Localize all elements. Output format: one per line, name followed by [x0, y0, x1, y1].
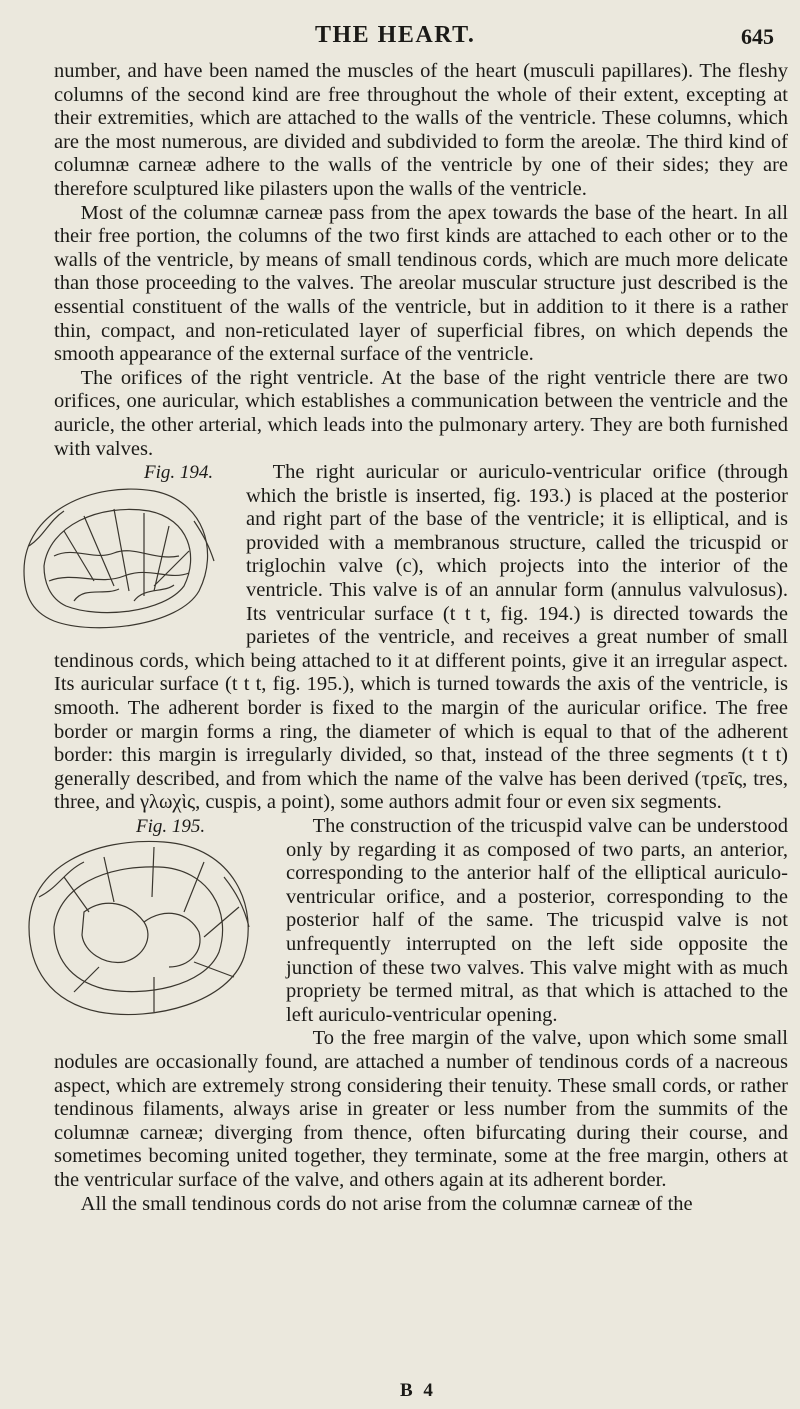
- signature-mark: B 4: [400, 1380, 436, 1401]
- body-text: [54, 60, 788, 1216]
- paragraph: To the free margin of the valve, upon which some small nodules are occasionally found, are attached a number of tendinous cords of a nacreous aspect, which are extremely strong considering their tenuity. These small cords, or rather tendinous filaments, always arise in greater or less number from the summits of the columnæ carneæ; diverging from thence, often bifurcating during their course, and sometimes becoming united together, they terminate, some at the free margin, others at the ventricular surface of the valve, and others again at its adherent border.: [54, 1027, 788, 1191]
- paragraph: number, and have been named the muscles of the heart (musculi papillares). The fleshy columns of the second kind are free throughout the whole of their extent, excepting at their extremities, which are attached to the walls of the ventricle. These columns, which are the most numerous, are divided and subdivided to form the areolæ. The third kind of columnæ carneæ adhere to the walls of the ventricle by one of their sides; they are therefore sculptured like pilasters upon the walls of the ventricle.: [54, 60, 788, 200]
- running-head: [0, 18, 800, 58]
- figure-caption: Fig. 195.: [136, 816, 206, 837]
- paragraph: Most of the columnæ carneæ pass from the apex towards the base of the heart. In all their free portion, the columns of the two first kinds are attached to each other or to the walls of the ventricle, by means of small tendinous cords, which are much more delicate than those proceeding to the valves. The areolar muscular structure just described is the essential constituent of the walls of the ventricle, but in addition to it there is a rather thin, compact, and non-reticulated layer of superficial fibres, on which depends the smooth appearance of the external surface of the ventricle.: [54, 201, 788, 366]
- valve-illustration-icon: [4, 817, 274, 1027]
- page-number: 645: [741, 24, 774, 49]
- running-title: THE HEART.: [315, 22, 476, 48]
- paragraph: All the small tendinous cords do not arise from the columnæ carneæ of the: [80, 1192, 693, 1215]
- figure-caption: Fig. 194.: [144, 462, 214, 484]
- paragraph: The orifices of the right ventricle. At the base of the right ventricle there are two orifices, one auricular, which establishes a communication between the ventricle and the auricle, the other arterial, which leads into the pulmonary artery. They are both furnished with valves.: [54, 366, 788, 460]
- valve-illustration-icon: [4, 461, 234, 641]
- paragraph: The construction of the tricuspid valve can be understood only by regarding it as composed of two parts, an anterior, corresponding to the anterior half of the elliptical auriculo-ventricular orifice, and a posterior, corresponding to the posterior half of the same. The tricuspid valve is not unfrequently interrupted on the left side opposite the junction of these two valves. This valve might with as much propriety be termed mitral, as that which is attached to the left auriculo-ventricular opening.: [286, 815, 788, 1026]
- figure-194: [4, 461, 234, 641]
- figure-195: [4, 817, 274, 1027]
- paragraph: The right auricular or auriculo-ventricular orifice (through which the bristle is inserted, fig. 193.) is placed at the posterior and right part of the base of the ventricle; it is elliptical, and is provided with a membranous structure, called the tricuspid or triglochin valve (c), which projects into the interior of the ventricle. This valve is of an annular form (annulus valvulosus). Its ventricular surface (t t t, fig. 194.) is directed towards the parietes of the ventricle, and receives a great number of small tendinous cords, which being attached to it at different points, give it an irregular aspect. Its auricular surface (t t t, fig. 195.), which is turned towards the axis of the ventricle, is smooth. The adherent border is fixed to the margin of the auricular orifice. The free border or margin forms a ring, the diameter of which is equal to that of the adherent border: this margin is irregularly divided, so that, instead of the three segments (t t t) generally described, and from which the name of the valve has been derived (τρεῖς, tres, three, and γλωχὶς, cuspis, a point), some authors admit four or even six segments.: [54, 461, 788, 814]
